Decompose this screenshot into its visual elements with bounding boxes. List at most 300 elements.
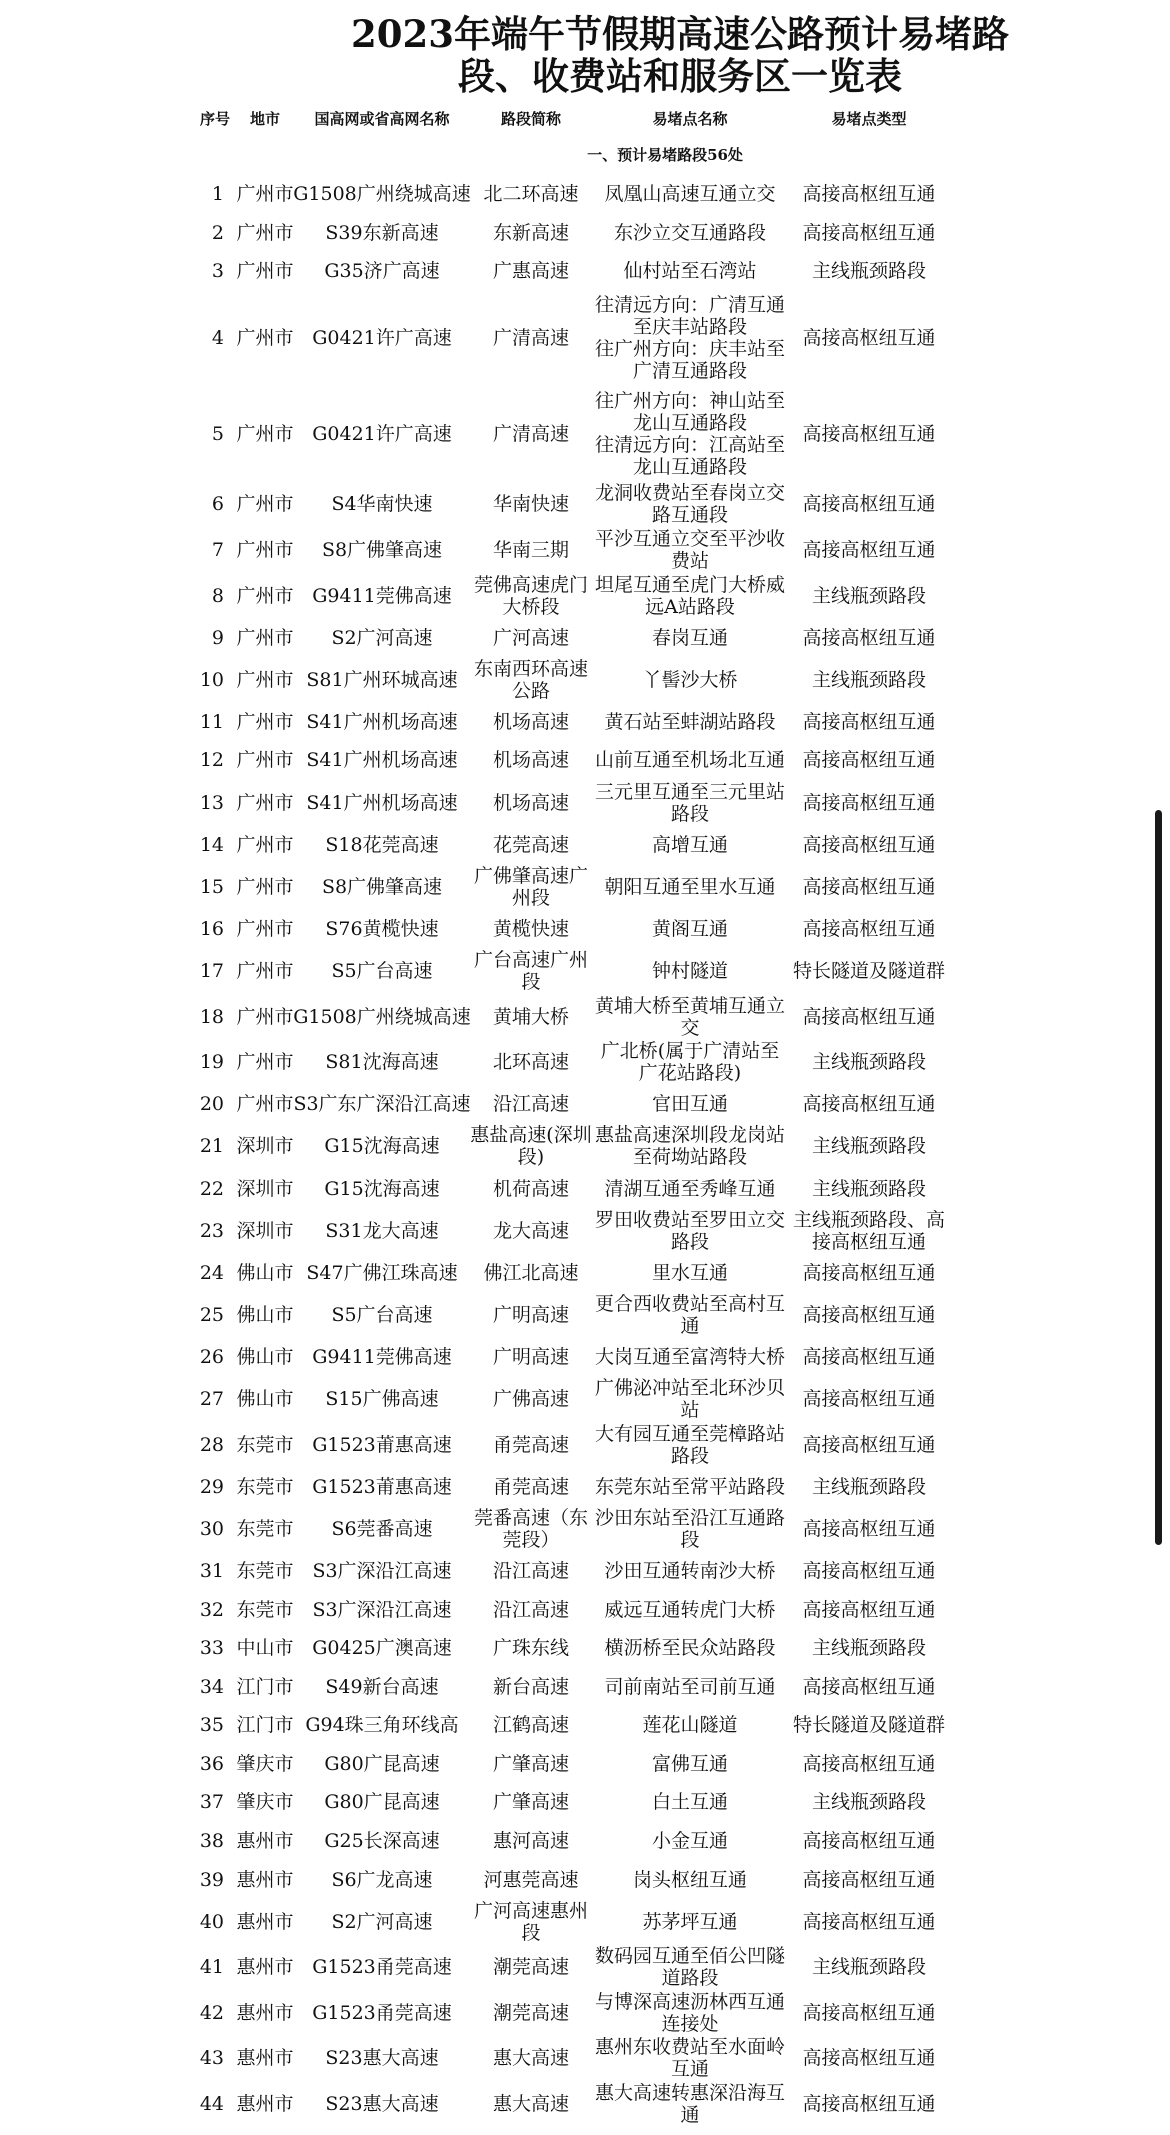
row-point-type: 特长隧道及隧道群 [792,959,945,982]
row-number: 6 [211,493,224,516]
row-number: 43 [199,2047,224,2070]
row-section-name: 广惠高速 [492,260,569,283]
row-section-name: 东南西环高速公路 [473,657,588,702]
row-number: 32 [199,1598,224,1621]
row-congestion-point: 广佛泌冲站至北环沙贝站 [594,1376,785,1421]
row-congestion-point: 沙田互通转南沙大桥 [604,1559,776,1582]
row-point-type: 高接高枢纽互通 [802,1093,936,1116]
row-point-type: 高接高枢纽互通 [802,2093,936,2116]
row-point-type: 高接高枢纽互通 [802,2001,936,2024]
row-point-type: 主线瓶颈路段 [811,260,926,283]
row-number: 16 [199,917,224,940]
row-section-name: 沿江高速 [492,1093,569,1116]
row-highway-name: S41广州机场高速 [306,749,458,772]
row-congestion-point: 更合西收费站至高村互通 [594,1292,785,1337]
row-city: 惠州市 [236,1868,294,1891]
row-city: 惠州市 [236,2047,294,2070]
row-city: 广州市 [236,833,294,856]
row-point-type: 特长隧道及隧道群 [792,1714,945,1737]
row-congestion-point: 仙村站至石湾站 [623,260,757,283]
row-section-name: 沿江高速 [492,1598,569,1621]
row-point-type: 主线瓶颈路段、高接高枢纽互通 [792,1208,945,1253]
row-congestion-point: 东沙立交互通路段 [613,221,766,244]
row-number: 38 [199,1829,224,1852]
table-row [0,1169,1170,1208]
row-highway-name: S6广龙高速 [331,1868,433,1891]
row-congestion-point: 高增互通 [651,833,728,856]
row-section-name: 广佛高速 [492,1387,569,1410]
row-highway-name: G1508广州绕城高速 [293,1005,471,1028]
row-congestion-point: 往清远方向：广清互通至庆丰站路段 往广州方向：庆丰站至广清互通路段 [594,294,785,383]
row-congestion-point: 大岗互通至富湾特大桥 [594,1345,785,1368]
row-city: 东莞市 [236,1433,294,1456]
row-point-type: 高接高枢纽互通 [802,710,936,733]
row-city: 东莞市 [236,1598,294,1621]
row-highway-name: G15沈海高速 [324,1177,440,1200]
row-city: 佛山市 [236,1303,294,1326]
row-city: 广州市 [236,584,294,607]
row-congestion-point: 黄阁互通 [651,917,728,940]
row-point-type: 主线瓶颈路段 [811,1637,926,1660]
row-section-name: 广明高速 [492,1303,569,1326]
row-highway-name: G0425广澳高速 [312,1637,452,1660]
row-congestion-point: 大有园互通至莞樟路站路段 [594,1422,785,1467]
row-section-name: 广河高速惠州段 [473,1899,588,1944]
table-row [0,864,1170,910]
row-congestion-point: 往广州方向：神山站至龙山互通路段 往清远方向：江高站至龙山互通路段 [594,389,785,478]
row-point-type: 主线瓶颈路段 [811,1475,926,1498]
row-congestion-point: 苏茅坪互通 [642,1910,738,1933]
row-city: 佛山市 [236,1387,294,1410]
row-highway-name: G0421许广高速 [312,422,452,445]
row-section-name: 华南快速 [492,493,569,516]
row-section-name: 机场高速 [492,749,569,772]
table-row [0,252,1170,291]
row-number: 30 [199,1517,224,1540]
header-city: 地市 [249,110,280,128]
row-congestion-point: 里水互通 [651,1261,728,1284]
row-city: 广州市 [236,260,294,283]
row-point-type: 高接高枢纽互通 [802,1910,936,1933]
row-highway-name: G9411莞佛高速 [312,584,452,607]
row-section-name: 广肇高速 [492,1791,569,1814]
table-row [0,657,1170,703]
row-section-name: 东新高速 [492,221,569,244]
row-city: 深圳市 [236,1135,294,1158]
row-highway-name: S23惠大高速 [325,2047,439,2070]
row-section-name: 甬莞高速 [492,1475,569,1498]
row-congestion-point: 白土互通 [651,1791,728,1814]
row-section-name: 潮莞高速 [492,1956,569,1979]
row-congestion-point: 惠大高速转惠深沿海互通 [594,2082,785,2127]
row-highway-name: S81广州环城高速 [306,668,458,691]
row-congestion-point: 坦尾互通至虎门大桥威远A站路段 [594,573,785,618]
header-highway: 国高网或省高网名称 [314,110,450,128]
table-row [0,1860,1170,1899]
row-section-name: 广明高速 [492,1345,569,1368]
row-point-type: 高接高枢纽互通 [802,791,936,814]
row-point-type: 高接高枢纽互通 [802,1261,936,1284]
row-number: 20 [199,1093,224,1116]
row-section-name: 莞番高速（东莞段） [473,1506,588,1551]
table-row [0,618,1170,657]
table-row [0,1783,1170,1822]
row-highway-name: S2广河高速 [331,626,433,649]
row-highway-name: S81沈海高速 [325,1051,439,1074]
table-row [0,1254,1170,1293]
row-section-name: 龙大高速 [492,1219,569,1242]
row-highway-name: S76黄榄快速 [325,917,439,940]
header-no: 序号 [200,110,231,128]
row-congestion-point: 岗头枢纽互通 [632,1868,747,1891]
row-highway-name: S3广东广深沿江高速 [293,1093,471,1116]
row-city: 深圳市 [236,1177,294,1200]
row-city: 东莞市 [236,1559,294,1582]
row-city: 广州市 [236,668,294,691]
table-row [0,780,1170,826]
row-city: 惠州市 [236,1910,294,1933]
row-number: 17 [199,959,224,982]
row-highway-name: S5广台高速 [331,1303,433,1326]
row-point-type: 高接高枢纽互通 [802,1433,936,1456]
row-section-name: 广河高速 [492,626,569,649]
row-number: 18 [199,1005,224,1028]
table-row [0,1745,1170,1784]
table-row [0,741,1170,780]
row-section-name: 沿江高速 [492,1559,569,1582]
header-point: 易堵点名称 [652,110,728,128]
row-number: 11 [199,710,224,733]
row-number: 14 [199,833,224,856]
table-row [0,527,1170,573]
row-congestion-point: 春岗互通 [651,626,728,649]
row-number: 3 [211,260,224,283]
table-row [0,1506,1170,1552]
row-point-type: 高接高枢纽互通 [802,1868,936,1891]
scrollbar-thumb[interactable] [1155,810,1162,1545]
row-point-type: 高接高枢纽互通 [802,1387,936,1410]
table-row [0,825,1170,864]
row-number: 42 [199,2001,224,2024]
row-number: 26 [199,1345,224,1368]
row-city: 广州市 [236,538,294,561]
row-section-name: 潮莞高速 [492,2001,569,2024]
row-congestion-point: 山前互通至机场北互通 [594,749,785,772]
row-section-name: 佛江北高速 [483,1261,579,1284]
row-section-name: 广珠东线 [492,1637,569,1660]
row-highway-name: G80广昆高速 [324,1752,440,1775]
row-number: 44 [199,2093,224,2116]
row-number: 7 [211,538,224,561]
row-congestion-point: 广北桥(属于广清站至广花站路段) [600,1040,780,1085]
row-highway-name: S8广佛肇高速 [321,538,443,561]
row-point-type: 主线瓶颈路段 [811,1177,926,1200]
row-number: 22 [199,1177,224,1200]
row-city: 广州市 [236,626,294,649]
row-congestion-point: 沙田东站至沿江互通路段 [594,1506,785,1551]
row-point-type: 高接高枢纽互通 [802,327,936,350]
row-congestion-point: 黄石站至蚌湖站路段 [604,710,776,733]
row-point-type: 高接高枢纽互通 [802,1345,936,1368]
section-title: 一、预计易堵路段56处 [587,146,743,164]
row-highway-name: G15沈海高速 [324,1135,440,1158]
row-highway-name: G80广昆高速 [324,1791,440,1814]
row-section-name: 惠河高速 [492,1829,569,1852]
row-number: 37 [199,1791,224,1814]
row-point-type: 高接高枢纽互通 [802,1829,936,1852]
row-congestion-point: 东莞东站至常平站路段 [594,1475,785,1498]
row-number: 12 [199,749,224,772]
row-highway-name: S47广佛江珠高速 [306,1261,458,1284]
row-congestion-point: 龙洞收费站至春岗立交路互通段 [594,482,785,527]
table-row [0,1422,1170,1468]
row-city: 肇庆市 [236,1791,294,1814]
row-city: 惠州市 [236,1829,294,1852]
row-highway-name: G0421许广高速 [312,327,452,350]
row-city: 东莞市 [236,1517,294,1540]
row-highway-name: S8广佛肇高速 [321,875,443,898]
row-section-name: 甬莞高速 [492,1433,569,1456]
table-row [0,1085,1170,1124]
row-point-type: 高接高枢纽互通 [802,422,936,445]
table-row [0,1899,1170,1945]
row-highway-name: S15广佛高速 [325,1387,439,1410]
row-city: 惠州市 [236,2001,294,2024]
row-number: 5 [211,422,224,445]
row-congestion-point: 钟村隧道 [651,959,728,982]
row-number: 10 [199,668,224,691]
row-city: 广州市 [236,875,294,898]
table-row [0,1590,1170,1629]
row-congestion-point: 莲花山隧道 [642,1714,738,1737]
row-city: 东莞市 [236,1475,294,1498]
table-row [0,2036,1170,2082]
row-point-type: 高接高枢纽互通 [802,183,936,206]
row-city: 广州市 [236,791,294,814]
row-congestion-point: 小金互通 [651,1829,728,1852]
row-point-type: 主线瓶颈路段 [811,584,926,607]
table-row [0,386,1170,481]
table-row [0,573,1170,619]
row-highway-name: G9411莞佛高速 [312,1345,452,1368]
row-highway-name: S31龙大高速 [325,1219,439,1242]
row-point-type: 主线瓶颈路段 [811,1956,926,1979]
row-section-name: 新台高速 [492,1675,569,1698]
table-row [0,291,1170,386]
row-section-name: 机场高速 [492,791,569,814]
row-city: 广州市 [236,422,294,445]
table-row [0,1338,1170,1377]
row-congestion-point: 黄埔大桥至黄埔互通立交 [594,994,785,1039]
table-row [0,910,1170,949]
row-highway-name: S4华南快速 [331,493,433,516]
table-row [0,214,1170,253]
row-section-name: 广台高速广州段 [473,948,588,993]
row-number: 39 [199,1868,224,1891]
row-number: 27 [199,1387,224,1410]
row-congestion-point: 惠盐高速深圳段龙岗站至荷坳站路段 [594,1124,785,1169]
row-congestion-point: 朝阳互通至里水互通 [604,875,776,898]
row-congestion-point: 平沙互通立交至平沙收费站 [594,527,785,572]
row-number: 23 [199,1219,224,1242]
row-highway-name: S3广深沿江高速 [312,1559,452,1582]
row-highway-name: S2广河高速 [331,1910,433,1933]
row-city: 广州市 [236,959,294,982]
table-row [0,2081,1170,2127]
row-number: 2 [211,221,224,244]
row-congestion-point: 惠州东收费站至水面岭互通 [594,2036,785,2081]
row-city: 广州市 [236,1051,294,1074]
row-section-name: 广肇高速 [492,1752,569,1775]
row-highway-name: S39东新高速 [325,221,439,244]
row-point-type: 高接高枢纽互通 [802,1675,936,1698]
row-point-type: 高接高枢纽互通 [802,221,936,244]
row-number: 33 [199,1637,224,1660]
row-city: 广州市 [236,1005,294,1028]
row-city: 江门市 [236,1675,294,1698]
table-row [0,948,1170,994]
table-row [0,1629,1170,1668]
row-number: 4 [211,327,224,350]
row-congestion-point: 清湖互通至秀峰互通 [604,1177,776,1200]
row-congestion-point: 与博深高速沥林西互通连接处 [594,1990,785,2035]
row-city: 广州市 [236,493,294,516]
row-section-name: 莞佛高速虎门大桥段 [473,573,588,618]
row-highway-name: G1523莆惠高速 [312,1475,452,1498]
row-highway-name: G94珠三角环线高 [305,1714,459,1737]
row-point-type: 主线瓶颈路段 [811,1051,926,1074]
row-highway-name: G25长深高速 [324,1829,440,1852]
row-section-name: 惠大高速 [492,2047,569,2070]
row-point-type: 主线瓶颈路段 [811,668,926,691]
row-number: 8 [211,584,224,607]
row-section-name: 北环高速 [492,1051,569,1074]
table-row [0,175,1170,214]
row-congestion-point: 富佛互通 [651,1752,728,1775]
row-congestion-point: 罗田收费站至罗田立交路段 [594,1208,785,1253]
table-row [0,703,1170,742]
row-highway-name: G1523莆惠高速 [312,1433,452,1456]
row-highway-name: S5广台高速 [331,959,433,982]
row-city: 惠州市 [236,1956,294,1979]
row-point-type: 高接高枢纽互通 [802,1517,936,1540]
row-highway-name: G1508广州绕城高速 [293,183,471,206]
row-point-type: 高接高枢纽互通 [802,833,936,856]
header-section: 路段简称 [500,110,561,128]
row-congestion-point: 官田互通 [651,1093,728,1116]
table-row [0,1990,1170,2036]
row-number: 24 [199,1261,224,1284]
row-number: 40 [199,1910,224,1933]
row-congestion-point: 丫髻沙大桥 [642,668,738,691]
row-highway-name: S49新台高速 [325,1675,439,1698]
row-point-type: 高接高枢纽互通 [802,1005,936,1028]
row-city: 广州市 [236,710,294,733]
row-point-type: 高接高枢纽互通 [802,749,936,772]
row-section-name: 惠大高速 [492,2093,569,2116]
row-number: 13 [199,791,224,814]
table-row [0,1822,1170,1861]
row-city: 广州市 [236,749,294,772]
row-section-name: 广清高速 [492,327,569,350]
row-congestion-point: 凤凰山高速互通立交 [604,183,776,206]
table-row [0,1667,1170,1706]
row-section-name: 华南三期 [492,538,569,561]
row-point-type: 高接高枢纽互通 [802,1752,936,1775]
row-section-name: 江鹤高速 [492,1714,569,1737]
row-number: 1 [211,183,224,206]
row-number: 25 [199,1303,224,1326]
row-city: 深圳市 [236,1219,294,1242]
row-congestion-point: 威远互通转虎门大桥 [604,1598,776,1621]
row-section-name: 机荷高速 [492,1177,569,1200]
row-city: 惠州市 [236,2093,294,2116]
row-number: 41 [199,1956,224,1979]
header-type: 易堵点类型 [831,110,907,128]
row-section-name: 广佛肇高速广州段 [473,864,588,909]
table-row [0,1706,1170,1745]
row-section-name: 河惠莞高速 [483,1868,579,1891]
row-point-type: 高接高枢纽互通 [802,493,936,516]
row-congestion-point: 三元里互通至三元里站路段 [594,780,785,825]
row-point-type: 高接高枢纽互通 [802,1303,936,1326]
row-number: 9 [211,626,224,649]
row-congestion-point: 司前南站至司前互通 [604,1675,776,1698]
table-row [0,994,1170,1040]
row-city: 佛山市 [236,1345,294,1368]
row-highway-name: S6莞番高速 [331,1517,433,1540]
document-title-line-2: 段、收费站和服务区一览表 [458,54,902,98]
table-row [0,482,1170,528]
table-row [0,1945,1170,1991]
row-section-name: 黄埔大桥 [492,1005,569,1028]
row-point-type: 高接高枢纽互通 [802,626,936,649]
row-highway-name: G35济广高速 [324,260,440,283]
table-row [0,1552,1170,1591]
table-row [0,1039,1170,1085]
row-number: 31 [199,1559,224,1582]
row-city: 肇庆市 [236,1752,294,1775]
row-highway-name: G1523甬莞高速 [312,1956,452,1979]
row-highway-name: S23惠大高速 [325,2093,439,2116]
row-point-type: 高接高枢纽互通 [802,917,936,940]
row-city: 广州市 [236,221,294,244]
row-highway-name: S41广州机场高速 [306,710,458,733]
row-section-name: 机场高速 [492,710,569,733]
row-point-type: 高接高枢纽互通 [802,1598,936,1621]
row-highway-name: S18花莞高速 [325,833,439,856]
row-city: 广州市 [236,1093,294,1116]
row-number: 34 [199,1675,224,1698]
row-number: 28 [199,1433,224,1456]
table-row [0,1468,1170,1507]
document-title-line-1: 2023年端午节假期高速公路预计易堵路 [351,12,1009,56]
row-city: 广州市 [236,327,294,350]
table-row [0,1124,1170,1170]
row-congestion-point: 数码园互通至佰公凹隧道路段 [594,1945,785,1990]
row-city: 广州市 [236,183,294,206]
row-point-type: 高接高枢纽互通 [802,2047,936,2070]
row-section-name: 北二环高速 [483,183,579,206]
row-point-type: 主线瓶颈路段 [811,1135,926,1158]
table-row [0,1208,1170,1254]
row-point-type: 主线瓶颈路段 [811,1791,926,1814]
row-point-type: 高接高枢纽互通 [802,538,936,561]
row-city: 佛山市 [236,1261,294,1284]
row-point-type: 高接高枢纽互通 [802,875,936,898]
table-row [0,1292,1170,1338]
row-number: 21 [199,1135,224,1158]
